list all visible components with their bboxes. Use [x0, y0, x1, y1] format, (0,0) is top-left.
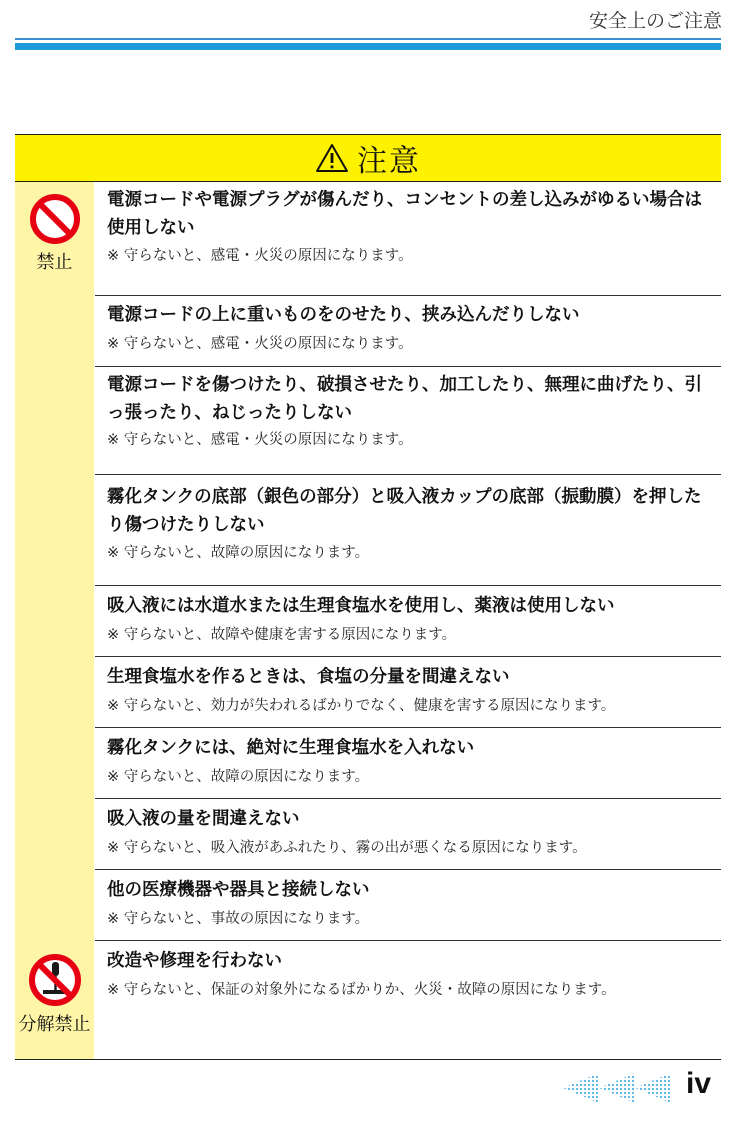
caution-item-note: ※ 守らないと、故障や健康を害する原因になります。 — [107, 627, 457, 643]
no-disassembly-label: 分解禁止 — [18, 1014, 91, 1035]
caution-item-note: ※ 守らないと、故障の原因になります。 — [107, 769, 370, 785]
caution-heading: 注意 — [357, 144, 421, 179]
caution-item-note: ※ 守らないと、感電・火災の原因になります。 — [107, 432, 413, 448]
caution-item-title: 生理食塩水を作るときは、食塩の分量を間違えない — [107, 667, 510, 687]
caution-item-note: ※ 守らないと、効力が失われるばかりでなく、健康を害する原因になります。 — [107, 698, 616, 714]
prohibition-icon — [28, 192, 82, 246]
caution-side-column — [15, 182, 94, 1059]
header-rule-thick — [15, 43, 721, 50]
caution-item-note: ※ 守らないと、事故の原因になります。 — [107, 911, 370, 927]
caution-item — [95, 941, 721, 1057]
prohibited-label: 禁止 — [36, 252, 73, 273]
caution-item-note: ※ 守らないと、吸入液があふれたり、霧の出が悪くなる原因になります。 — [107, 840, 587, 856]
caution-item — [95, 728, 721, 799]
caution-item-title: 電源コードを傷つけたり、破損させたり、加工したり、無理に曲げたり、引っ張ったり、ねじったりしない — [107, 375, 702, 423]
caution-box — [15, 134, 721, 1060]
caution-item-title: 吸入液の量を間違えない — [107, 809, 300, 829]
caution-item-title: 霧化タンクには、絶対に生理食塩水を入れない — [107, 738, 475, 758]
caution-item-title: 電源コードや電源プラグが傷んだり、コンセントの差し込みがゆるい場合は使用しない — [107, 190, 702, 238]
caution-item — [95, 296, 721, 367]
caution-item — [95, 182, 721, 296]
header-rule-thin — [15, 38, 721, 40]
no-disassembly-icon — [27, 952, 83, 1008]
page-number: iv — [686, 1067, 712, 1100]
caution-item-note: ※ 守らないと、感電・火災の原因になります。 — [107, 336, 413, 352]
caution-item-note: ※ 守らないと、故障の原因になります。 — [107, 545, 370, 561]
prohibited-icon-group — [15, 192, 94, 274]
caution-item — [95, 799, 721, 870]
page-header-title: 安全上のご注意 — [588, 10, 722, 32]
caution-header — [15, 135, 721, 182]
warning-triangle-icon — [315, 143, 349, 173]
caution-item-title: 電源コードの上に重いものをのせたり、挟み込んだりしない — [107, 305, 580, 325]
caution-item — [95, 586, 721, 657]
header-rule — [15, 38, 721, 51]
caution-item — [95, 870, 721, 941]
caution-item-title: 吸入液には水道水または生理食塩水を使用し、薬液は使用しない — [107, 596, 615, 616]
caution-item — [95, 475, 721, 586]
caution-item-note: ※ 守らないと、保証の対象外になるばかりか、火災・故障の原因になります。 — [107, 982, 616, 998]
footer-decoration — [563, 1071, 671, 1105]
caution-item-note: ※ 守らないと、感電・火災の原因になります。 — [107, 248, 413, 264]
caution-item-title: 他の医療機器や器具と接続しない — [107, 880, 370, 900]
caution-item — [95, 367, 721, 475]
no-disassembly-icon-group — [15, 952, 94, 1036]
caution-item-title: 改造や修理を行わない — [107, 951, 282, 971]
caution-item — [95, 657, 721, 728]
caution-item-title: 霧化タンクの底部（銀色の部分）と吸入液カップの底部（振動膜）を押したり傷つけたりしない — [107, 487, 702, 535]
